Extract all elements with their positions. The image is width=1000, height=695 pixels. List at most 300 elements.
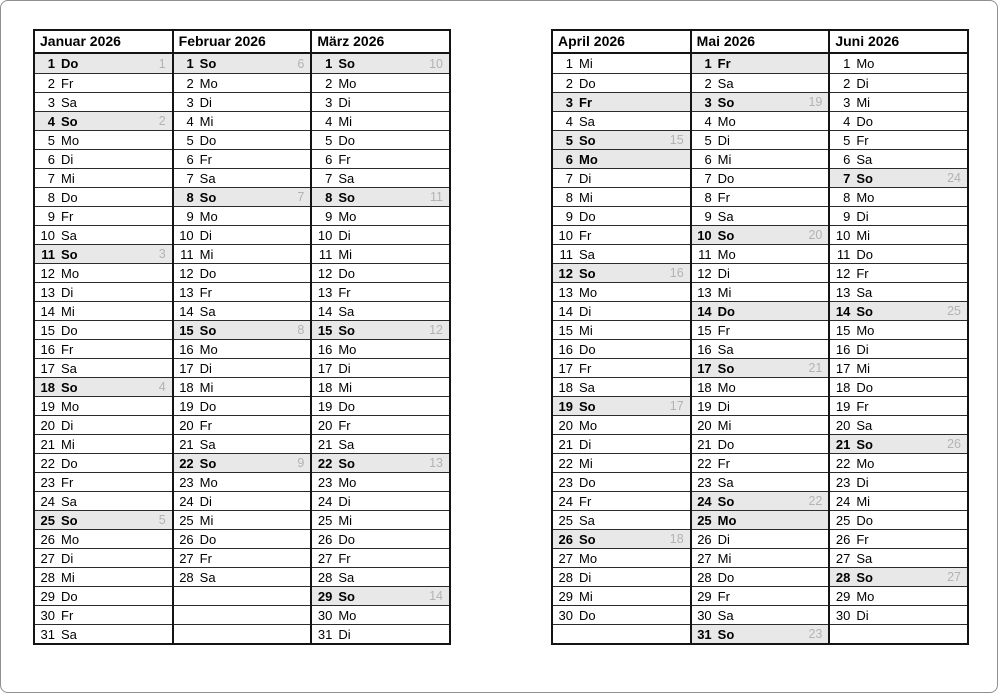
day-row — [553, 377, 690, 396]
day-number: 31 — [40, 626, 55, 642]
weekday-label: Mo — [856, 455, 875, 471]
weekday-label: So — [717, 94, 735, 110]
week-number: 14 — [429, 589, 444, 603]
day-row — [35, 567, 172, 586]
day-number: 2 — [186, 75, 194, 91]
day-row — [312, 54, 449, 73]
day-number: 21 — [317, 436, 333, 452]
weekday-label: So — [61, 246, 78, 262]
weekday-label: Do — [61, 189, 78, 205]
weekday-label: Mo — [717, 113, 736, 129]
week-number: 19 — [808, 95, 823, 109]
day-number: 18 — [40, 379, 55, 395]
weekday-label: Do — [199, 132, 217, 148]
day-number: 16 — [697, 341, 712, 357]
weekday-label: Mi — [579, 322, 593, 338]
weekday-label: Mi — [338, 246, 353, 262]
day-number: 27 — [835, 550, 851, 566]
weekday-label: Do — [579, 607, 596, 623]
day-row — [312, 548, 449, 567]
day-row — [312, 282, 449, 301]
weekday-label: So — [199, 189, 217, 205]
weekday-label: Fr — [338, 550, 351, 566]
day-number: 3 — [565, 94, 573, 110]
day-number: 18 — [179, 379, 194, 395]
day-number: 23 — [40, 474, 55, 490]
week-number: 22 — [808, 494, 823, 508]
day-number: 1 — [186, 56, 194, 71]
day-number: 26 — [40, 531, 55, 547]
day-number: 27 — [317, 550, 333, 566]
weekday-label: Fr — [61, 607, 74, 623]
day-number: 8 — [843, 189, 851, 205]
day-number: 8 — [565, 189, 573, 205]
day-row — [830, 415, 967, 434]
day-row — [312, 263, 449, 282]
day-number: 3 — [186, 94, 194, 110]
weekday-label: Mo — [856, 189, 875, 205]
day-row — [553, 111, 690, 130]
weekday-label: Mi — [579, 455, 593, 471]
weekday-label: Sa — [579, 512, 595, 528]
day-row — [174, 73, 311, 92]
day-number: 14 — [179, 303, 194, 319]
weekday-label: Fr — [338, 151, 351, 167]
weekday-label: Mi — [717, 417, 732, 433]
day-row — [692, 548, 829, 567]
weekday-label: Mi — [717, 151, 732, 167]
day-row — [553, 586, 690, 605]
day-number: 24 — [697, 493, 712, 509]
day-row — [35, 529, 172, 548]
empty-day-row — [553, 624, 690, 643]
weekday-label: Mo — [199, 208, 218, 224]
weekday-label: Mi — [856, 360, 871, 376]
week-number: 3 — [158, 247, 166, 261]
day-row — [174, 453, 311, 472]
day-number: 17 — [40, 360, 55, 376]
month-title: April 2026 — [553, 31, 690, 54]
day-row — [830, 605, 967, 624]
day-number: 8 — [47, 189, 55, 205]
day-row — [35, 548, 172, 567]
week-number: 2 — [158, 114, 166, 128]
day-row — [35, 434, 172, 453]
day-number: 23 — [179, 474, 194, 490]
weekday-label: Di — [199, 94, 212, 110]
weekday-label: Sa — [61, 360, 77, 376]
day-row — [174, 206, 311, 225]
weekday-label: Mo — [579, 284, 598, 300]
day-number: 12 — [835, 265, 851, 281]
weekday-label: Do — [338, 398, 355, 414]
day-number: 28 — [835, 569, 851, 585]
month-title: Juni 2026 — [830, 31, 967, 54]
day-row — [553, 339, 690, 358]
day-row — [174, 396, 311, 415]
day-number: 24 — [558, 493, 573, 509]
day-row — [692, 396, 829, 415]
weekday-label: So — [61, 113, 78, 129]
day-number: 30 — [697, 607, 712, 623]
weekday-label: Mo — [199, 75, 218, 91]
day-row — [174, 92, 311, 111]
day-number: 9 — [47, 208, 55, 224]
weekday-label: So — [338, 455, 355, 471]
day-row — [35, 244, 172, 263]
week-number: 23 — [808, 627, 823, 641]
month-column — [172, 31, 311, 643]
day-row — [312, 510, 449, 529]
day-number: 14 — [835, 303, 851, 319]
weekday-label: Mi — [199, 512, 214, 528]
weekday-label: Di — [717, 398, 730, 414]
day-number: 2 — [704, 75, 712, 91]
day-row — [692, 168, 829, 187]
weekday-label: Di — [338, 626, 351, 642]
day-number: 26 — [558, 531, 573, 547]
day-number: 11 — [559, 246, 573, 262]
day-number: 22 — [40, 455, 55, 471]
day-number: 29 — [697, 588, 712, 604]
day-number: 4 — [843, 113, 851, 129]
weekday-label: Do — [61, 322, 78, 338]
month-title: Januar 2026 — [35, 31, 172, 54]
day-row — [830, 529, 967, 548]
day-number: 29 — [40, 588, 55, 604]
weekday-label: Di — [338, 227, 351, 243]
day-row — [312, 73, 449, 92]
weekday-label: Di — [61, 151, 74, 167]
day-row — [692, 282, 829, 301]
day-row — [312, 301, 449, 320]
day-row — [692, 510, 829, 529]
weekday-label: Do — [199, 265, 217, 281]
week-number: 11 — [430, 190, 444, 204]
day-row — [174, 320, 311, 339]
day-number: 28 — [179, 569, 194, 585]
day-row — [553, 548, 690, 567]
day-row — [174, 187, 311, 206]
weekday-label: Mi — [856, 493, 871, 509]
day-number: 22 — [317, 455, 333, 471]
day-number: 20 — [835, 417, 851, 433]
weekday-label: Mo — [856, 56, 875, 71]
day-number: 12 — [558, 265, 573, 281]
day-number: 8 — [325, 189, 333, 205]
day-number: 4 — [704, 113, 712, 129]
weekday-label: So — [579, 132, 596, 148]
day-number: 2 — [325, 75, 333, 91]
day-number: 15 — [179, 322, 194, 338]
weekday-label: Do — [856, 512, 873, 528]
day-row — [174, 339, 311, 358]
weekday-label: Di — [579, 170, 592, 186]
day-row — [692, 358, 829, 377]
day-row — [830, 54, 967, 73]
week-number: 10 — [429, 56, 444, 71]
day-number: 3 — [704, 94, 712, 110]
weekday-label: Mo — [338, 607, 357, 623]
day-row — [174, 130, 311, 149]
day-number: 20 — [179, 417, 194, 433]
day-row — [830, 396, 967, 415]
day-number: 1 — [47, 56, 55, 71]
day-number: 6 — [47, 151, 55, 167]
weekday-label: So — [856, 303, 873, 319]
month-column — [828, 31, 967, 643]
day-number: 21 — [835, 436, 851, 452]
day-number: 26 — [179, 531, 194, 547]
day-row — [692, 453, 829, 472]
day-row — [35, 605, 172, 624]
weekday-label: Do — [717, 436, 735, 452]
weekday-label: Do — [61, 588, 78, 604]
day-number: 20 — [697, 417, 712, 433]
weekday-label: Mo — [856, 322, 875, 338]
day-number: 27 — [697, 550, 712, 566]
months-table-apr-jun — [551, 29, 969, 645]
day-row — [553, 529, 690, 548]
month-title: Mai 2026 — [692, 31, 829, 54]
weekday-label: Mi — [338, 113, 353, 129]
day-row — [830, 187, 967, 206]
day-number: 9 — [325, 208, 333, 224]
day-row — [692, 339, 829, 358]
day-row — [312, 206, 449, 225]
day-number: 10 — [697, 227, 712, 243]
day-number: 5 — [325, 132, 333, 148]
day-number: 6 — [565, 151, 573, 167]
day-number: 11 — [41, 246, 55, 262]
day-number: 22 — [697, 455, 712, 471]
month-column — [690, 31, 829, 643]
weekday-label: Fr — [579, 360, 592, 376]
weekday-label: Do — [717, 303, 736, 319]
day-row — [312, 434, 449, 453]
day-number: 7 — [325, 170, 333, 186]
day-number: 13 — [697, 284, 712, 300]
day-number: 19 — [179, 398, 194, 414]
weekday-label: Mi — [61, 569, 75, 585]
day-row — [553, 434, 690, 453]
week-number: 15 — [669, 133, 684, 147]
month-column — [310, 31, 449, 643]
week-number: 20 — [808, 228, 823, 242]
day-row — [35, 225, 172, 244]
weekday-label: Sa — [856, 550, 873, 566]
weekday-label: Mo — [717, 246, 736, 262]
day-number: 11 — [180, 246, 194, 262]
weekday-label: So — [61, 512, 78, 528]
day-row — [692, 206, 829, 225]
weekday-label: So — [199, 322, 217, 338]
day-row — [553, 301, 690, 320]
weekday-label: Di — [717, 265, 730, 281]
day-row — [174, 434, 311, 453]
day-row — [553, 149, 690, 168]
day-row — [692, 320, 829, 339]
day-number: 5 — [704, 132, 712, 148]
day-row — [174, 510, 311, 529]
day-row — [692, 187, 829, 206]
day-number: 19 — [317, 398, 333, 414]
day-number: 14 — [558, 303, 573, 319]
day-row — [553, 605, 690, 624]
day-number: 10 — [317, 227, 333, 243]
day-number: 24 — [317, 493, 333, 509]
day-number: 15 — [40, 322, 55, 338]
day-row — [312, 377, 449, 396]
day-row — [553, 282, 690, 301]
day-row — [174, 548, 311, 567]
day-number: 2 — [843, 75, 851, 91]
day-number: 12 — [40, 265, 55, 281]
day-number: 25 — [835, 512, 851, 528]
day-number: 24 — [40, 493, 55, 509]
weekday-label: Mo — [61, 531, 80, 547]
day-row — [35, 282, 172, 301]
day-row — [830, 491, 967, 510]
day-row — [692, 529, 829, 548]
day-row — [553, 54, 690, 73]
day-number: 10 — [835, 227, 851, 243]
weekday-label: Sa — [717, 208, 734, 224]
day-row — [553, 320, 690, 339]
day-number: 18 — [697, 379, 712, 395]
weekday-label: Sa — [199, 303, 216, 319]
day-row — [174, 567, 311, 586]
day-number: 24 — [835, 493, 851, 509]
weekday-label: Fr — [338, 284, 351, 300]
weekday-label: Mo — [61, 398, 80, 414]
weekday-label: Mi — [856, 227, 871, 243]
day-number: 26 — [317, 531, 333, 547]
day-number: 3 — [843, 94, 851, 110]
day-row — [312, 92, 449, 111]
day-number: 8 — [186, 189, 194, 205]
day-row — [35, 624, 172, 643]
weekday-label: Fr — [199, 417, 212, 433]
day-number: 24 — [179, 493, 194, 509]
weekday-label: Mo — [856, 588, 875, 604]
day-row — [553, 92, 690, 111]
day-number: 16 — [317, 341, 333, 357]
day-row — [692, 301, 829, 320]
day-number: 4 — [186, 113, 194, 129]
day-row — [35, 130, 172, 149]
day-row — [35, 510, 172, 529]
day-row — [35, 149, 172, 168]
day-number: 6 — [843, 151, 851, 167]
weekday-label: Mo — [61, 265, 80, 281]
day-number: 12 — [697, 265, 712, 281]
day-number: 13 — [40, 284, 55, 300]
day-number: 13 — [179, 284, 194, 300]
weekday-label: So — [717, 626, 735, 642]
weekday-label: Sa — [338, 170, 355, 186]
day-row — [35, 168, 172, 187]
day-number: 16 — [558, 341, 573, 357]
weekday-label: Di — [338, 360, 351, 376]
weekday-label: So — [717, 493, 735, 509]
day-number: 22 — [558, 455, 573, 471]
day-row — [35, 358, 172, 377]
weekday-label: Do — [717, 569, 735, 585]
weekday-label: Fr — [199, 284, 212, 300]
weekday-label: Fr — [579, 493, 592, 509]
day-number: 19 — [40, 398, 55, 414]
weekday-label: Mi — [338, 512, 353, 528]
day-row — [692, 434, 829, 453]
weekday-label: Di — [579, 436, 592, 452]
day-row — [312, 605, 449, 624]
day-row — [692, 567, 829, 586]
weekday-label: Di — [856, 341, 869, 357]
week-number: 26 — [947, 437, 962, 451]
week-number: 5 — [158, 513, 166, 527]
day-row — [830, 434, 967, 453]
weekday-label: Mo — [338, 75, 357, 91]
day-row — [692, 244, 829, 263]
day-row — [830, 225, 967, 244]
day-row — [35, 54, 172, 73]
weekday-label: Fr — [717, 588, 730, 604]
day-row — [312, 244, 449, 263]
weekday-label: Di — [717, 531, 730, 547]
weekday-label: Di — [338, 493, 351, 509]
day-row — [553, 168, 690, 187]
week-number: 13 — [429, 456, 444, 470]
weekday-label: Sa — [61, 626, 77, 642]
weekday-label: Fr — [856, 398, 869, 414]
weekday-label: So — [199, 455, 217, 471]
weekday-label: Mo — [338, 474, 357, 490]
day-number: 23 — [697, 474, 712, 490]
day-number: 17 — [179, 360, 194, 376]
empty-day-row — [830, 624, 967, 643]
weekday-label: Sa — [856, 284, 873, 300]
day-number: 21 — [697, 436, 712, 452]
week-number: 18 — [669, 532, 684, 546]
day-row — [312, 491, 449, 510]
weekday-label: Do — [856, 113, 873, 129]
weekday-label: Di — [717, 132, 730, 148]
day-number: 1 — [843, 56, 851, 71]
day-row — [830, 586, 967, 605]
day-row — [35, 396, 172, 415]
day-number: 10 — [179, 227, 194, 243]
weekday-label: Di — [579, 303, 592, 319]
day-number: 5 — [47, 132, 55, 148]
day-row — [35, 339, 172, 358]
weekday-label: Fr — [61, 75, 74, 91]
weekday-label: Mo — [717, 379, 736, 395]
weekday-label: Fr — [717, 189, 730, 205]
day-row — [830, 301, 967, 320]
day-row — [35, 586, 172, 605]
day-row — [312, 111, 449, 130]
day-row — [692, 111, 829, 130]
day-number: 25 — [697, 512, 712, 528]
weekday-label: Mo — [579, 417, 598, 433]
day-number: 15 — [558, 322, 573, 338]
weekday-label: Mi — [61, 436, 75, 452]
weekday-label: Di — [199, 227, 212, 243]
day-number: 4 — [565, 113, 573, 129]
day-number: 7 — [186, 170, 194, 186]
day-row — [692, 92, 829, 111]
